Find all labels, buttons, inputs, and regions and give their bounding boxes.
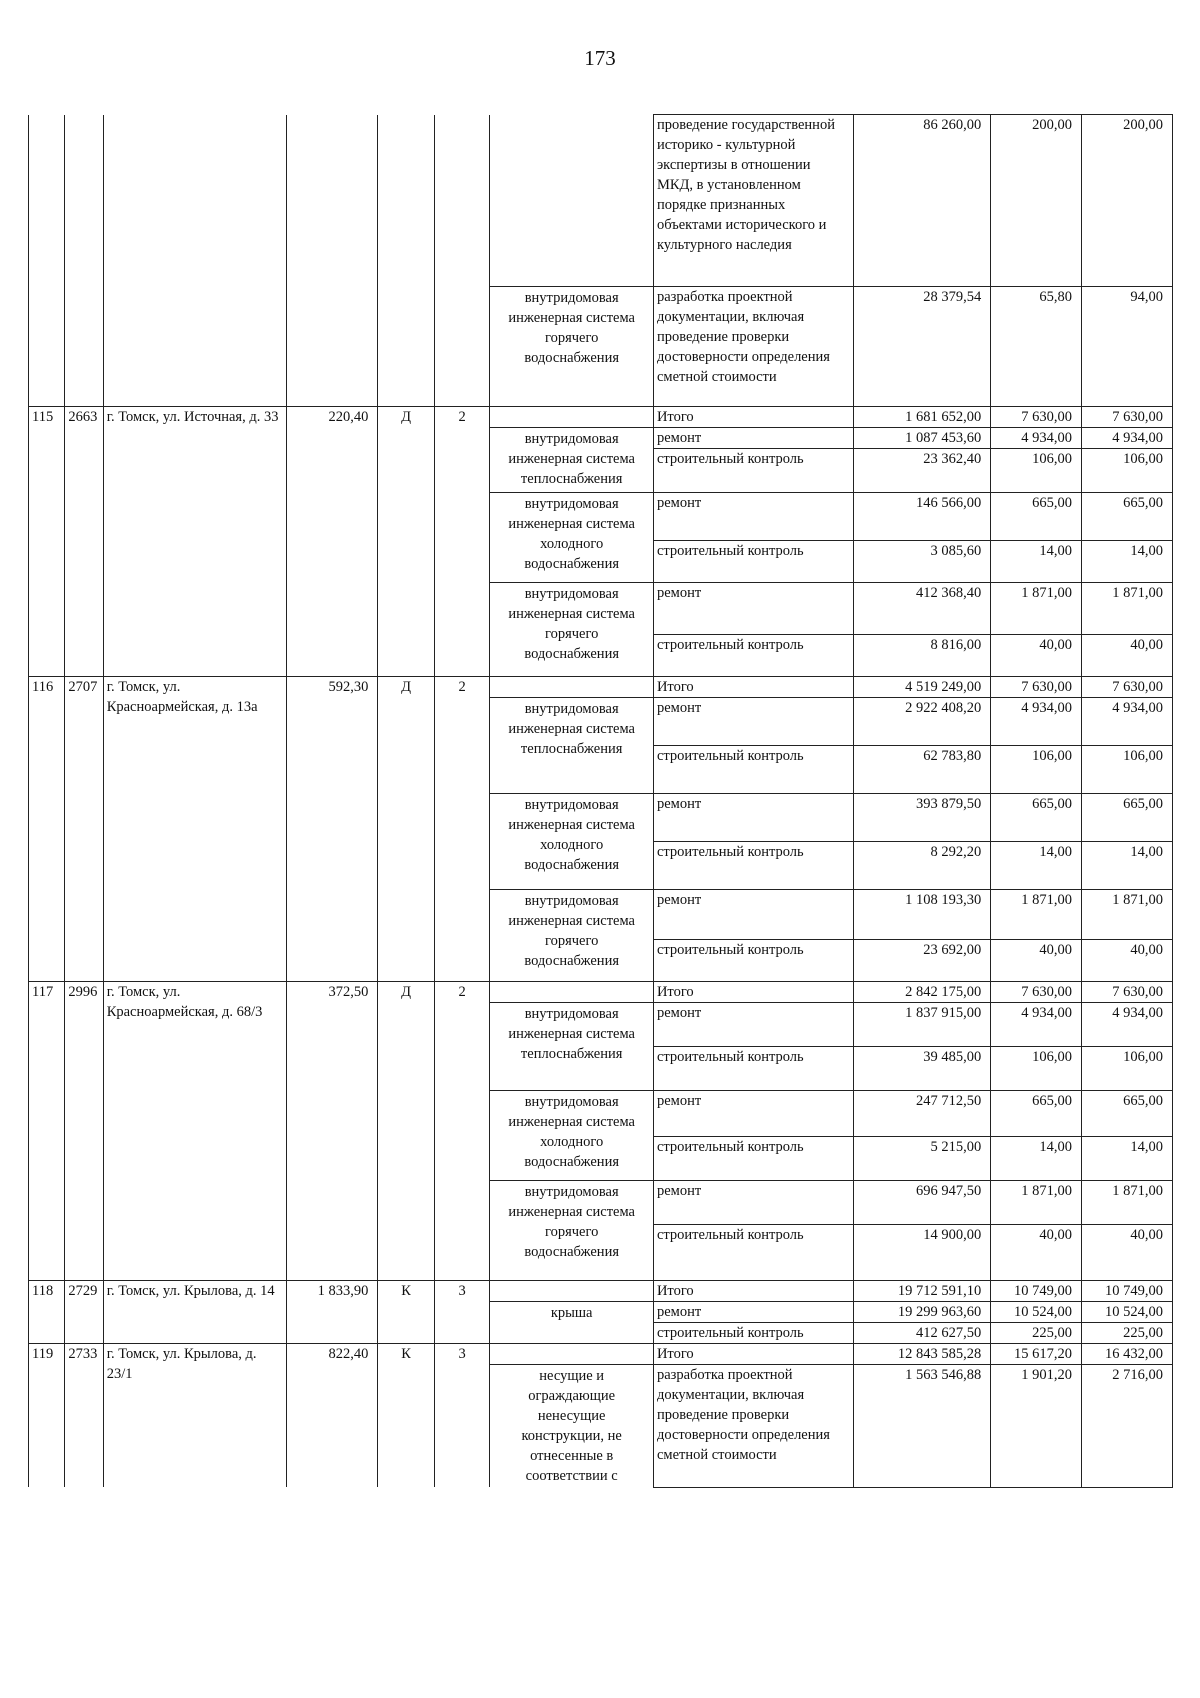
category-cell: 3 [434, 1281, 490, 1344]
work-type-cell: ремонт [653, 1181, 853, 1225]
max-cost-cell: 16 432,00 [1082, 1344, 1173, 1365]
row-number-cell: 117 [29, 982, 65, 1281]
max-cost-cell: 665,00 [1082, 1091, 1173, 1137]
page-number: 173 [584, 46, 616, 70]
cost-cell: 1 563 546,88 [853, 1365, 990, 1488]
work-type-cell: строительный контроль [653, 1225, 853, 1281]
max-cost-cell: 106,00 [1082, 1047, 1173, 1091]
max-cost-cell: 1 871,00 [1082, 583, 1173, 635]
unit-cost-cell: 14,00 [991, 842, 1082, 890]
unit-cost-cell: 106,00 [991, 449, 1082, 493]
cost-cell: 8 292,20 [853, 842, 990, 890]
max-cost-cell: 665,00 [1082, 493, 1173, 541]
work-type-cell: строительный контроль [653, 842, 853, 890]
cost-cell: 14 900,00 [853, 1225, 990, 1281]
system-cell: внутридомовая инженерная система теплоснабжения [490, 698, 654, 794]
address-cell: г. Томск, ул. Источная, д. 33 [103, 407, 287, 677]
unit-cost-cell: 40,00 [991, 635, 1082, 677]
system-cell: внутридомовая инженерная система горячего водоснабжения [490, 287, 654, 407]
system-cell [490, 982, 654, 1003]
work-type-cell: строительный контроль [653, 449, 853, 493]
unit-cost-cell: 106,00 [991, 1047, 1082, 1091]
max-cost-cell: 665,00 [1082, 794, 1173, 842]
work-type-cell: разработка проектной документации, включая проведение проверки достоверности определения сметной стоимости [653, 287, 853, 407]
max-cost-cell: 200,00 [1082, 115, 1173, 287]
max-cost-cell: 4 934,00 [1082, 698, 1173, 746]
building-id-cell: 2707 [65, 677, 103, 982]
max-cost-cell: 1 871,00 [1082, 890, 1173, 940]
area-cell: 822,40 [287, 1344, 378, 1488]
work-type-cell: строительный контроль [653, 541, 853, 583]
unit-cost-cell: 200,00 [991, 115, 1082, 287]
system-cell [490, 677, 654, 698]
unit-cost-cell: 15 617,20 [991, 1344, 1082, 1365]
unit-cost-cell: 7 630,00 [991, 982, 1082, 1003]
max-cost-cell: 14,00 [1082, 842, 1173, 890]
cost-cell: 412 368,40 [853, 583, 990, 635]
work-type-cell: разработка проектной документации, включая проведение проверки достоверности определения сметной стоимости [653, 1365, 853, 1488]
work-type-cell: строительный контроль [653, 1323, 853, 1344]
type-cell [378, 115, 435, 407]
work-type-cell: строительный контроль [653, 1047, 853, 1091]
work-type-cell: Итого [653, 1281, 853, 1302]
system-cell: внутридомовая инженерная система горячего водоснабжения [490, 583, 654, 677]
unit-cost-cell: 7 630,00 [991, 677, 1082, 698]
work-type-cell: ремонт [653, 583, 853, 635]
capital-repair-table [28, 114, 1173, 1488]
work-type-cell: строительный контроль [653, 940, 853, 982]
cost-cell: 247 712,50 [853, 1091, 990, 1137]
work-type-cell: ремонт [653, 794, 853, 842]
row-number-cell: 115 [29, 407, 65, 677]
system-cell: внутридомовая инженерная система горячего водоснабжения [490, 1181, 654, 1281]
unit-cost-cell: 4 934,00 [991, 1003, 1082, 1047]
address-cell: г. Томск, ул. Красноармейская, д. 13а [103, 677, 287, 982]
area-cell: 220,40 [287, 407, 378, 677]
cost-cell: 8 816,00 [853, 635, 990, 677]
table-row [29, 982, 1173, 1003]
building-id-cell: 2729 [65, 1281, 103, 1344]
work-type-cell: ремонт [653, 1302, 853, 1323]
work-type-cell: строительный контроль [653, 746, 853, 794]
address-cell [103, 115, 287, 407]
type-cell: Д [378, 982, 435, 1281]
row-number-cell [29, 115, 65, 407]
work-type-cell: Итого [653, 407, 853, 428]
category-cell [434, 115, 490, 407]
cost-cell: 12 843 585,28 [853, 1344, 990, 1365]
unit-cost-cell: 40,00 [991, 1225, 1082, 1281]
cost-cell: 1 837 915,00 [853, 1003, 990, 1047]
building-id-cell: 2996 [65, 982, 103, 1281]
row-number-cell: 119 [29, 1344, 65, 1488]
area-cell: 372,50 [287, 982, 378, 1281]
cost-cell: 39 485,00 [853, 1047, 990, 1091]
unit-cost-cell: 10 749,00 [991, 1281, 1082, 1302]
max-cost-cell: 2 716,00 [1082, 1365, 1173, 1488]
unit-cost-cell: 40,00 [991, 940, 1082, 982]
cost-cell: 2 922 408,20 [853, 698, 990, 746]
work-type-cell: строительный контроль [653, 1137, 853, 1181]
system-cell: крыша [490, 1302, 654, 1344]
cost-cell: 19 712 591,10 [853, 1281, 990, 1302]
type-cell: К [378, 1281, 435, 1344]
unit-cost-cell: 4 934,00 [991, 698, 1082, 746]
type-cell: Д [378, 407, 435, 677]
unit-cost-cell: 665,00 [991, 794, 1082, 842]
max-cost-cell: 106,00 [1082, 746, 1173, 794]
table-row [29, 677, 1173, 698]
building-id-cell [65, 115, 103, 407]
cost-cell: 2 842 175,00 [853, 982, 990, 1003]
work-type-cell: ремонт [653, 1003, 853, 1047]
work-type-cell: ремонт [653, 890, 853, 940]
type-cell: К [378, 1344, 435, 1488]
row-number-cell: 118 [29, 1281, 65, 1344]
work-type-cell: ремонт [653, 493, 853, 541]
max-cost-cell: 14,00 [1082, 1137, 1173, 1181]
table-row [29, 115, 1173, 287]
cost-cell: 23 362,40 [853, 449, 990, 493]
row-number-cell: 116 [29, 677, 65, 982]
cost-cell: 696 947,50 [853, 1181, 990, 1225]
cost-cell: 62 783,80 [853, 746, 990, 794]
system-cell: внутридомовая инженерная система горячего водоснабжения [490, 890, 654, 982]
unit-cost-cell: 225,00 [991, 1323, 1082, 1344]
table-row [29, 407, 1173, 428]
area-cell: 592,30 [287, 677, 378, 982]
max-cost-cell: 40,00 [1082, 635, 1173, 677]
max-cost-cell: 7 630,00 [1082, 982, 1173, 1003]
unit-cost-cell: 65,80 [991, 287, 1082, 407]
cost-cell: 1 681 652,00 [853, 407, 990, 428]
unit-cost-cell: 14,00 [991, 1137, 1082, 1181]
cost-cell: 28 379,54 [853, 287, 990, 407]
area-cell [287, 115, 378, 407]
category-cell: 2 [434, 982, 490, 1281]
unit-cost-cell: 4 934,00 [991, 428, 1082, 449]
unit-cost-cell: 10 524,00 [991, 1302, 1082, 1323]
cost-cell: 4 519 249,00 [853, 677, 990, 698]
cost-cell: 393 879,50 [853, 794, 990, 842]
cost-cell: 5 215,00 [853, 1137, 990, 1181]
unit-cost-cell: 1 871,00 [991, 583, 1082, 635]
system-cell: внутридомовая инженерная система холодного водоснабжения [490, 794, 654, 890]
max-cost-cell: 14,00 [1082, 541, 1173, 583]
system-cell [490, 1281, 654, 1302]
max-cost-cell: 1 871,00 [1082, 1181, 1173, 1225]
max-cost-cell: 10 524,00 [1082, 1302, 1173, 1323]
address-cell: г. Томск, ул. Крылова, д. 14 [103, 1281, 287, 1344]
cost-cell: 19 299 963,60 [853, 1302, 990, 1323]
work-type-cell: проведение государственной историко - культурной экспертизы в отношении МКД, в установленном порядке признанных объектами исторического и культурного наследия [653, 115, 853, 287]
max-cost-cell: 4 934,00 [1082, 428, 1173, 449]
max-cost-cell: 94,00 [1082, 287, 1173, 407]
system-cell [490, 407, 654, 428]
system-cell [490, 1344, 654, 1365]
work-type-cell: строительный контроль [653, 635, 853, 677]
work-type-cell: Итого [653, 982, 853, 1003]
unit-cost-cell: 14,00 [991, 541, 1082, 583]
work-type-cell: Итого [653, 1344, 853, 1365]
max-cost-cell: 225,00 [1082, 1323, 1173, 1344]
unit-cost-cell: 1 901,20 [991, 1365, 1082, 1488]
address-cell: г. Томск, ул. Крылова, д. 23/1 [103, 1344, 287, 1488]
unit-cost-cell: 1 871,00 [991, 1181, 1082, 1225]
building-id-cell: 2733 [65, 1344, 103, 1488]
system-cell: несущие и ограждающие ненесущие конструкции, не отнесенные в соответствии с [490, 1365, 654, 1488]
category-cell: 2 [434, 677, 490, 982]
max-cost-cell: 4 934,00 [1082, 1003, 1173, 1047]
category-cell: 3 [434, 1344, 490, 1488]
cost-cell: 86 260,00 [853, 115, 990, 287]
unit-cost-cell: 7 630,00 [991, 407, 1082, 428]
unit-cost-cell: 665,00 [991, 1091, 1082, 1137]
system-cell: внутридомовая инженерная система холодного водоснабжения [490, 1091, 654, 1181]
system-cell: внутридомовая инженерная система теплоснабжения [490, 1003, 654, 1091]
cost-cell: 412 627,50 [853, 1323, 990, 1344]
system-cell [490, 115, 654, 287]
cost-cell: 1 087 453,60 [853, 428, 990, 449]
max-cost-cell: 40,00 [1082, 940, 1173, 982]
work-type-cell: ремонт [653, 698, 853, 746]
cost-cell: 3 085,60 [853, 541, 990, 583]
system-cell: внутридомовая инженерная система теплоснабжения [490, 428, 654, 493]
cost-cell: 1 108 193,30 [853, 890, 990, 940]
table-row [29, 1281, 1173, 1302]
type-cell: Д [378, 677, 435, 982]
unit-cost-cell: 106,00 [991, 746, 1082, 794]
max-cost-cell: 7 630,00 [1082, 407, 1173, 428]
area-cell: 1 833,90 [287, 1281, 378, 1344]
work-type-cell: Итого [653, 677, 853, 698]
work-type-cell: ремонт [653, 1091, 853, 1137]
table-row [29, 1344, 1173, 1365]
address-cell: г. Томск, ул. Красноармейская, д. 68/3 [103, 982, 287, 1281]
cost-cell: 146 566,00 [853, 493, 990, 541]
building-id-cell: 2663 [65, 407, 103, 677]
unit-cost-cell: 665,00 [991, 493, 1082, 541]
max-cost-cell: 7 630,00 [1082, 677, 1173, 698]
max-cost-cell: 40,00 [1082, 1225, 1173, 1281]
cost-cell: 23 692,00 [853, 940, 990, 982]
max-cost-cell: 10 749,00 [1082, 1281, 1173, 1302]
system-cell: внутридомовая инженерная система холодного водоснабжения [490, 493, 654, 583]
unit-cost-cell: 1 871,00 [991, 890, 1082, 940]
work-type-cell: ремонт [653, 428, 853, 449]
max-cost-cell: 106,00 [1082, 449, 1173, 493]
category-cell: 2 [434, 407, 490, 677]
